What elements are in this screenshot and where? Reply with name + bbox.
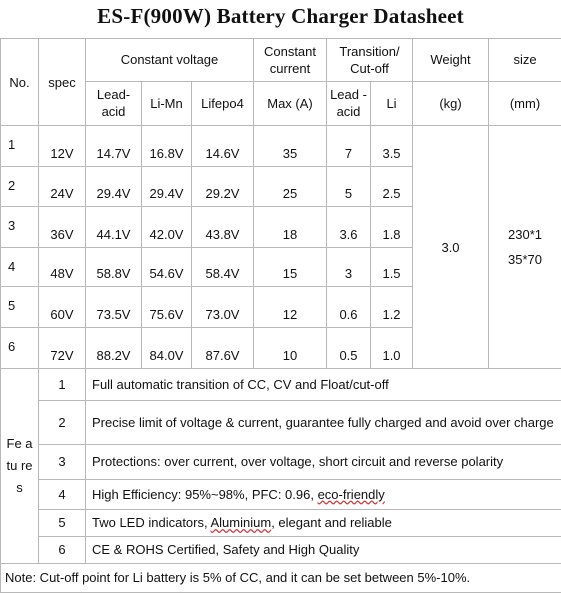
feature-text: High Efficiency: 95%~98%, PFC: 0.96, eco-friendly [86, 479, 561, 509]
header-lifepo4: Lifepo4 [192, 81, 254, 126]
feature-row [1, 536, 561, 563]
header-max-a: Max (A) [254, 81, 327, 126]
row-lifepo4: 87.6V [192, 327, 254, 369]
row-li-mn: 42.0V [142, 207, 192, 248]
feature-text: CE & ROHS Certified, Safety and High Quality [86, 536, 561, 563]
size-value-line-2: 35*70 [508, 252, 542, 268]
row-lead-acid: 44.1V [86, 207, 142, 248]
row-lifepo4: 73.0V [192, 287, 254, 328]
note-text: Note: Cut-off point for Li battery is 5% of CC, and it can be set between 5%-10%. [1, 563, 561, 592]
row-spec: 36V [39, 207, 86, 248]
row-lifepo4: 58.4V [192, 247, 254, 286]
header-size: size [489, 39, 561, 82]
row-trans-lead: 0.6 [327, 287, 371, 328]
header-no: No. [1, 39, 39, 126]
row-lead-acid: 73.5V [86, 287, 142, 328]
row-no: 5 [1, 287, 39, 328]
row-lifepo4: 43.8V [192, 207, 254, 248]
table-row [1, 126, 561, 167]
row-max-a: 25 [254, 166, 327, 207]
row-trans-li: 1.8 [371, 207, 413, 248]
row-spec: 24V [39, 166, 86, 207]
row-spec: 12V [39, 126, 86, 167]
row-trans-li: 1.2 [371, 287, 413, 328]
feature-row [1, 400, 561, 445]
row-no: 1 [1, 126, 39, 167]
row-no: 4 [1, 247, 39, 286]
datasheet-table [0, 38, 561, 593]
header-trans-lead: Lead -acid [327, 81, 371, 126]
row-trans-li: 3.5 [371, 126, 413, 167]
feature-text: Protections: over current, over voltage, short circuit and reverse polarity [86, 445, 561, 479]
row-spec: 72V [39, 327, 86, 369]
row-lead-acid: 58.8V [86, 247, 142, 286]
row-no: 2 [1, 166, 39, 207]
header-weight-unit: (kg) [413, 81, 489, 126]
size-value-line-1: 230*1 [508, 227, 542, 243]
row-li-mn: 75.6V [142, 287, 192, 328]
row-li-mn: 16.8V [142, 126, 192, 167]
header-constant-current: Constant current [254, 39, 327, 82]
row-lead-acid: 14.7V [86, 126, 142, 167]
row-trans-lead: 7 [327, 126, 371, 167]
page-title: ES-F(900W) Battery Charger Datasheet [97, 4, 464, 28]
feature-row [1, 479, 561, 509]
feature-no: 1 [39, 369, 86, 400]
feature-text: Precise limit of voltage & current, guarantee fully charged and avoid over charge [86, 400, 561, 445]
row-trans-li: 2.5 [371, 166, 413, 207]
weight-value: 3.0 [413, 126, 489, 369]
size-value [489, 126, 561, 369]
row-max-a: 35 [254, 126, 327, 167]
row-max-a: 12 [254, 287, 327, 328]
row-lead-acid: 29.4V [86, 166, 142, 207]
feature-row [1, 369, 561, 400]
row-lifepo4: 29.2V [192, 166, 254, 207]
feature-text: Full automatic transition of CC, CV and Float/cut-off [86, 369, 561, 400]
row-no: 3 [1, 207, 39, 248]
header-trans-li: Li [371, 81, 413, 126]
header-row-2 [1, 81, 561, 126]
row-trans-li: 1.0 [371, 327, 413, 369]
header-weight: Weight [413, 39, 489, 82]
feature-no: 3 [39, 445, 86, 479]
row-spec: 48V [39, 247, 86, 286]
feature-row [1, 445, 561, 479]
header-spec: spec [39, 39, 86, 126]
row-no: 6 [1, 327, 39, 369]
features-label: Fe atu res [1, 369, 39, 563]
row-trans-li: 1.5 [371, 247, 413, 286]
header-li-mn: Li-Mn [142, 81, 192, 126]
feature-no: 2 [39, 400, 86, 445]
note-row [1, 563, 561, 592]
row-trans-lead: 0.5 [327, 327, 371, 369]
header-transition: Transition/ Cut-off [327, 39, 413, 82]
row-spec: 60V [39, 287, 86, 328]
row-trans-lead: 3.6 [327, 207, 371, 248]
feature-no: 6 [39, 536, 86, 563]
row-lifepo4: 14.6V [192, 126, 254, 167]
feature-text: Two LED indicators, Aluminium, elegant and reliable [86, 509, 561, 536]
header-lead-acid: Lead-acid [86, 81, 142, 126]
header-row-1 [1, 39, 561, 82]
header-size-unit: (mm) [489, 81, 561, 126]
row-lead-acid: 88.2V [86, 327, 142, 369]
row-li-mn: 29.4V [142, 166, 192, 207]
row-li-mn: 54.6V [142, 247, 192, 286]
row-max-a: 15 [254, 247, 327, 286]
feature-no: 5 [39, 509, 86, 536]
feature-row [1, 509, 561, 536]
row-trans-lead: 3 [327, 247, 371, 286]
feature-no: 4 [39, 479, 86, 509]
row-max-a: 10 [254, 327, 327, 369]
row-max-a: 18 [254, 207, 327, 248]
row-li-mn: 84.0V [142, 327, 192, 369]
header-constant-voltage: Constant voltage [86, 39, 254, 82]
row-trans-lead: 5 [327, 166, 371, 207]
